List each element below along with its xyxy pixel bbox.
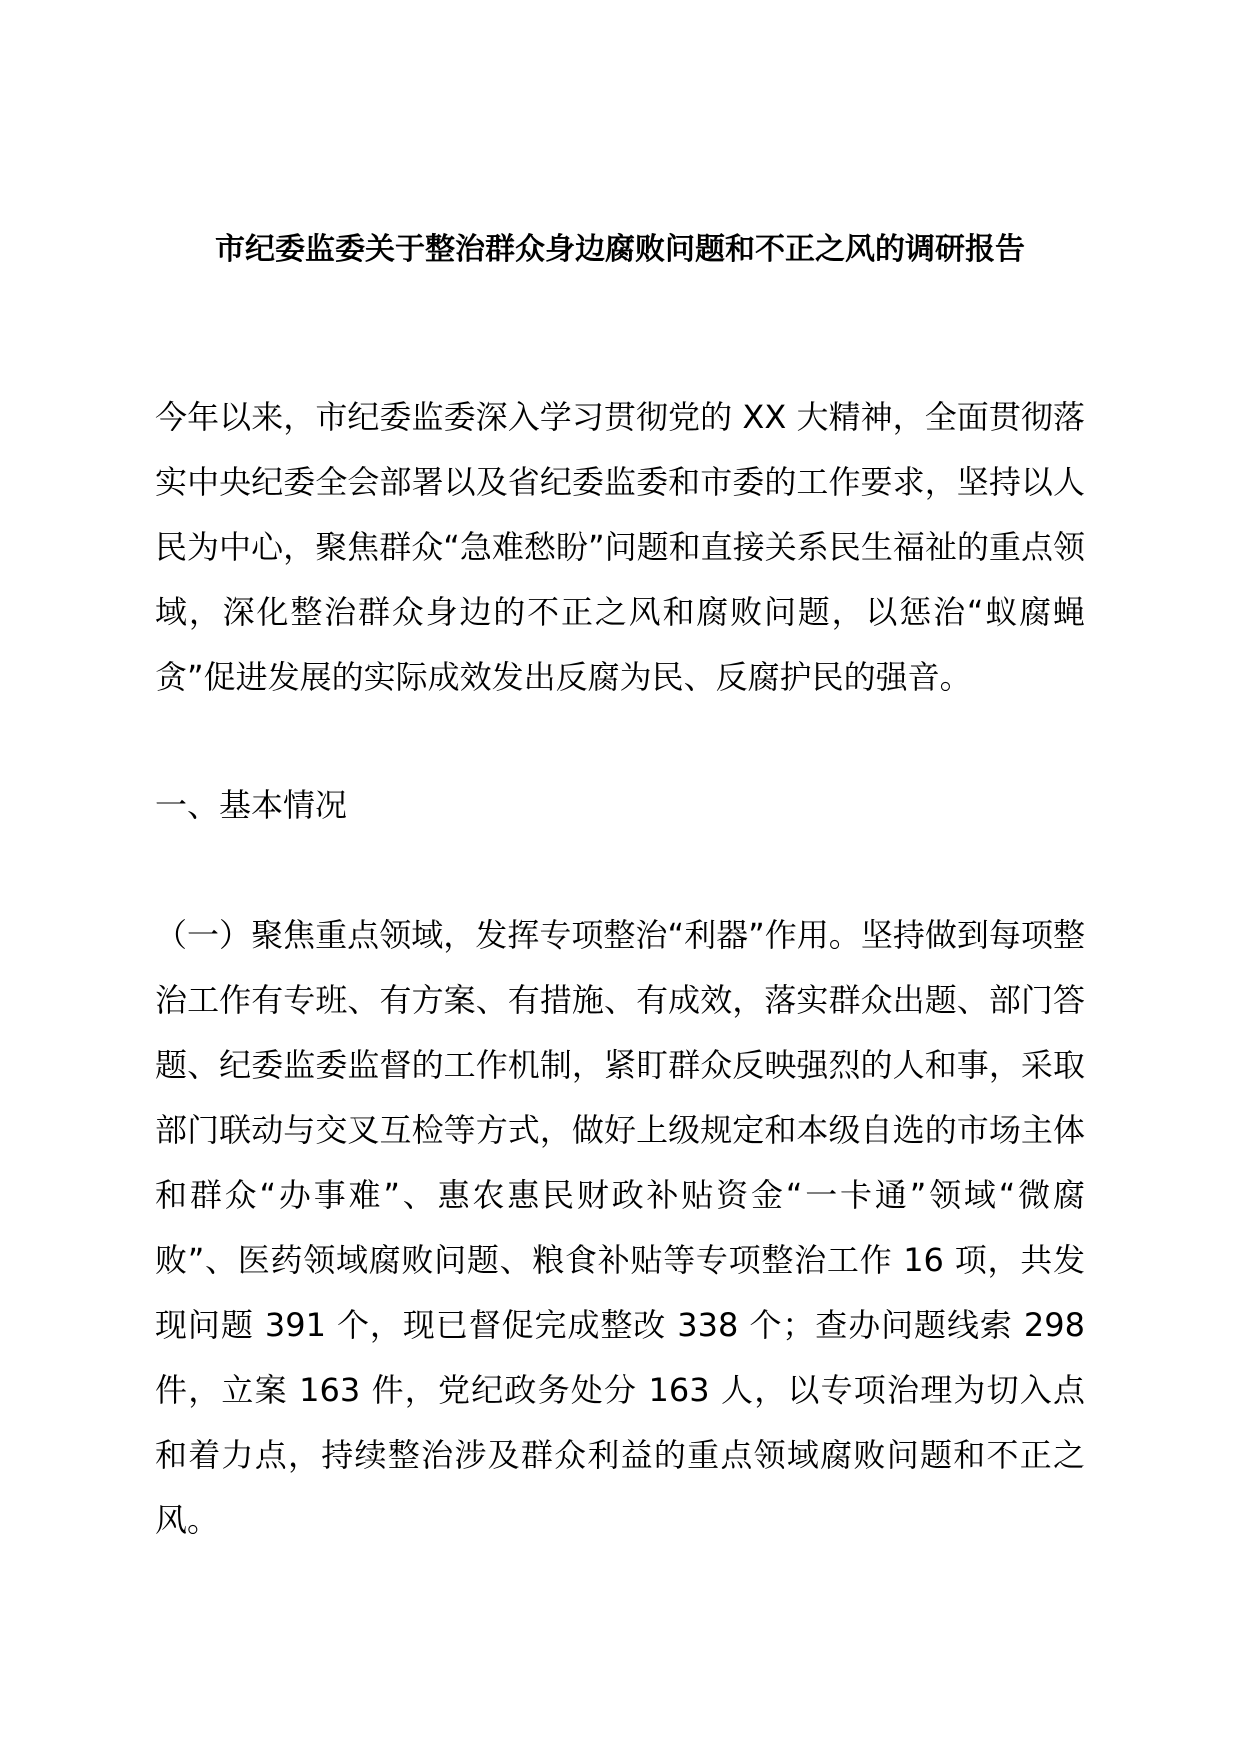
section-heading: 一、基本情况 [155,786,348,824]
intro-paragraph: 今年以来，市纪委监委深入学习贯彻党的 XX 大精神，全面贯彻落实中央纪委全会部署以及省纪委监委和市委的工作要求，坚持以人民为中心，聚焦群众“急难愁盼”问题和直接关系民生福祉的重点领域，深化整治群众身边的不正之风和腐败问题，以惩治“蚁腐蝇贪”促进发展的实际成效发出反腐为民、反腐护民的强音。 [155,398,1085,696]
document-title: 市纪委监委关于整治群众身边腐败问题和不正之风的调研报告 [215,232,1025,267]
section-paragraph: （一）聚焦重点领域，发挥专项整治“利器”作用。坚持做到每项整治工作有专班、有方案、有措施、有成效，落实群众出题、部门答题、纪委监委监督的工作机制，紧盯群众反映强烈的人和事，采取部门联动与交叉互检等方式，做好上级规定和本级自选的市场主体和群众“办事难”、惠农惠民财政补贴资金“一卡通”领域“微腐败”、医药领域腐败问题、粮食补贴等专项整治工作 16 项，共发现问题 391 个，现已督促完成整改 338 个；查办问题线索 298 件，立案 163 件，党纪政务处分 163 人，以专项治理为切入点和着力点，持续整治涉及群众利益的重点领域腐败问题和不正之风。 [155,916,1085,1539]
